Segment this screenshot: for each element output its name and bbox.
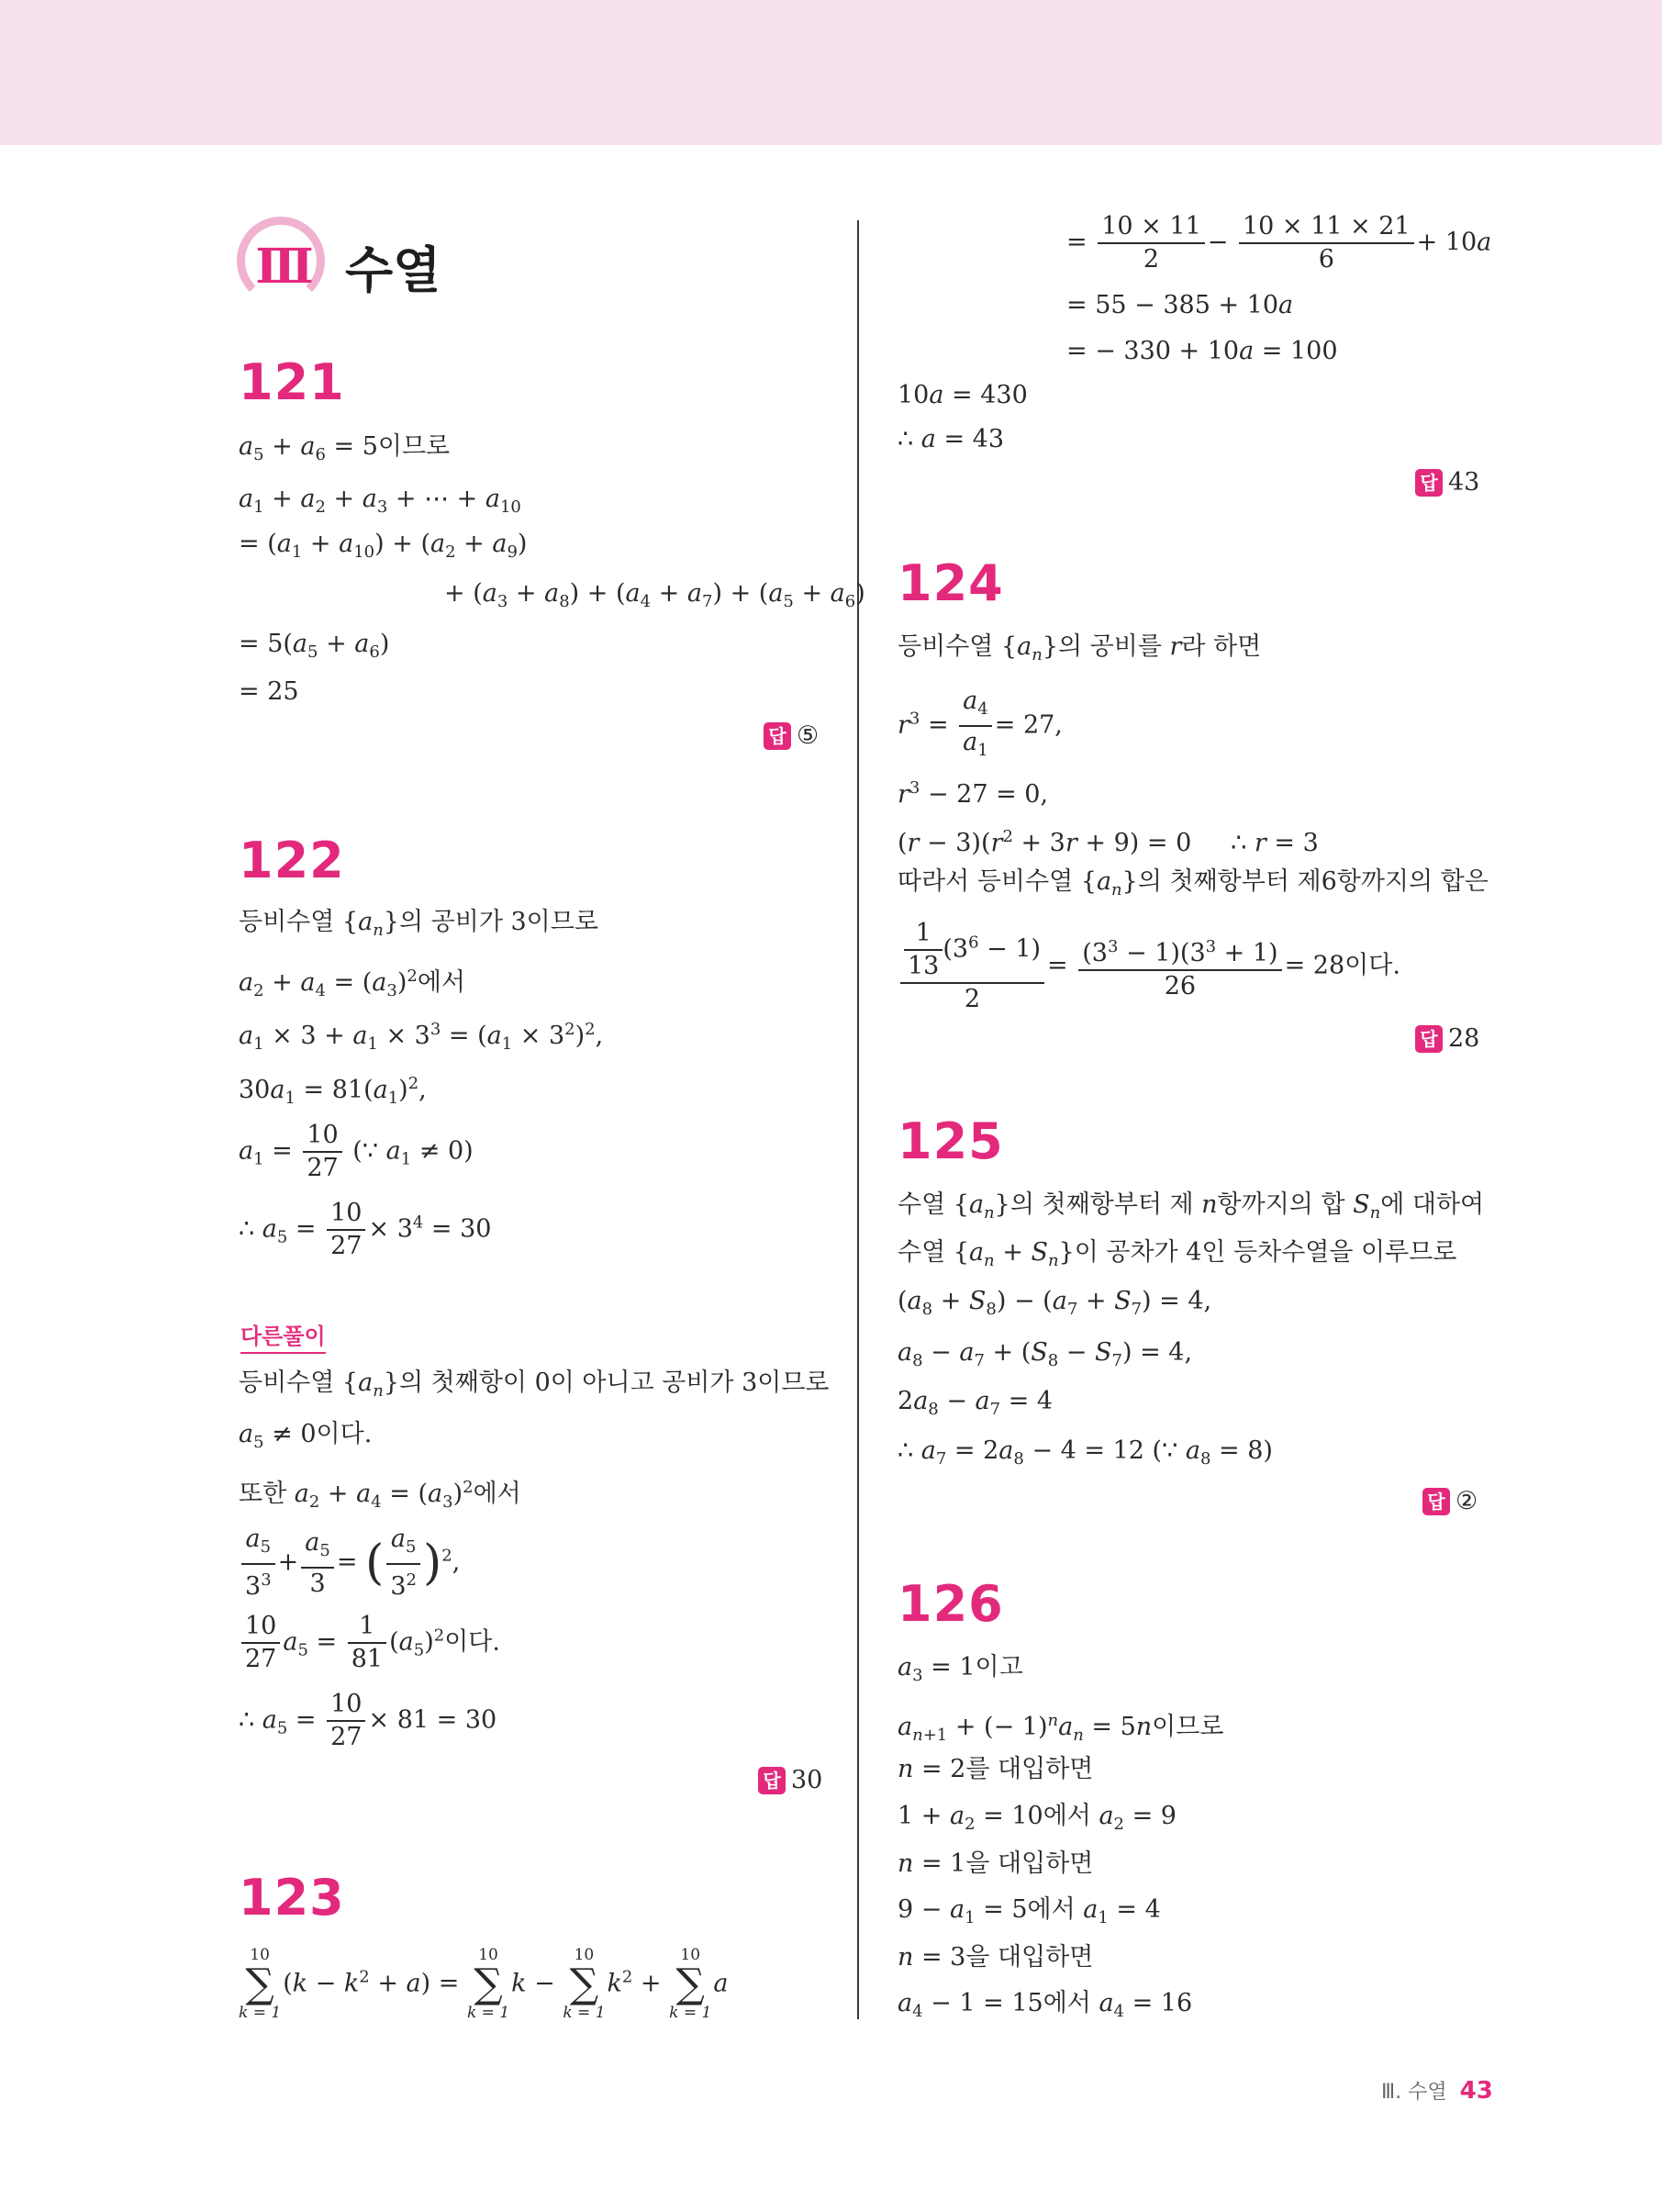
solution-line: 수열 $\{a_n\}$의 첫째항부터 제 n항까지의 합 $S_n$에 대하여 (898, 1190, 1485, 1223)
answer-marker (764, 721, 819, 750)
answer-badge: 답 (764, 722, 791, 750)
solution-line: $a_1$ = $\frac{10}{27}$ (∵ $a_1 \ne 0$) (239, 1121, 474, 1182)
chapter-roman: Ⅲ (255, 239, 308, 295)
solution-line: 10a = 430 (898, 381, 1028, 409)
solution-line: 따라서 등비수열 $\{a_n\}$의 첫째항부터 제6항까지의 합은 (898, 867, 1489, 899)
answer-badge: 답 (1415, 1025, 1443, 1053)
solution-line: 수열 $\{a_n + S_n\}$이 공차가 4인 등차수열을 이루므로 (898, 1238, 1457, 1270)
solution-line: 등비수열 $\{a_n\}$의 공비를 r라 하면 (898, 632, 1262, 665)
problem-number: 124 (898, 554, 1004, 612)
solution-line: $a_8 - a_7 + (S_8 - S_7) = 4$, (898, 1338, 1193, 1370)
solution-line: = $5(a_5 + a_6)$ (239, 630, 390, 662)
column-divider (857, 220, 859, 2019)
solution-line: ∴ $a_7 = 2a_8 - 4 = 12$ (∵ $a_8 = 8$) (898, 1436, 1273, 1469)
answer-marker (1415, 1024, 1479, 1053)
answer-value: ② (1456, 1487, 1478, 1515)
problem-number: 122 (239, 832, 345, 889)
solution-line: $a_3 = 1$이고 (898, 1653, 1023, 1685)
solution-line: 등비수열 $\{a_n\}$의 첫째항이 0이 아니고 공비가 3이므로 (239, 1369, 830, 1401)
problem-number: 126 (898, 1575, 1004, 1633)
alt-solution-label: 다른풀이 (240, 1318, 326, 1354)
solution-line: $a_1 \times 3 + a_1 \times 3^3 = (a_1 \times 3^2)^2$, (239, 1020, 604, 1054)
solution-line: n = 3을 대입하면 (898, 1943, 1094, 1972)
problem-number: 121 (239, 353, 345, 411)
page-footer (1381, 2076, 1493, 2105)
answer-value: 28 (1448, 1024, 1480, 1053)
solution-line: = $\frac{10 \times 11}{2}$ − $\frac{10 \times 11 \times 21}{6}$ + 10a (1066, 212, 1492, 274)
solution-line: $a_5 + a_6 = 5$이므로 (239, 432, 451, 464)
solution-line: $a_1 + a_2 + a_3$ + ⋯ + $a_{10}$ (239, 485, 521, 517)
solution-line: ∴ $a_5$ = $\frac{10}{27}$ × 81 = 30 (239, 1690, 497, 1751)
solution-line: = − 330 + 10a = 100 (1066, 337, 1338, 365)
problem-number: 125 (898, 1112, 1004, 1170)
solution-line: 등비수열 $\{a_n\}$의 공비가 3이므로 (239, 908, 598, 940)
solution-line: $(a_8 + S_8) - (a_7 + S_7) = 4$, (898, 1287, 1212, 1319)
solution-line: n = 1을 대입하면 (898, 1849, 1094, 1878)
solution-line: $a_2 + a_4 = (a_3)^2$에서 (239, 966, 465, 1000)
answer-value: ⑤ (797, 721, 820, 750)
page-number: 43 (1459, 2077, 1493, 2105)
solution-line: $a_{n+1}$ + (− $1)^na_n = 5n$이므로 (898, 1711, 1224, 1745)
solution-line: ∴ $a_5$ = $\frac{10}{27}$ × $3^4 = 30$ (239, 1199, 492, 1260)
solution-line: $1 + a_2 = 10$에서 $a_2 = 9$ (898, 1802, 1177, 1834)
answer-value: 43 (1448, 468, 1480, 497)
solution-line: 또한 $a_2 + a_4 = (a_3)^2$에서 (239, 1478, 521, 1512)
solution-line: 10 ∑ k = 1 $(k - k^2 + a)$ = 10 ∑ k = 1 k − 10 ∑ k = 1 $k^2$ + 10 ∑ k = 1 a (239, 1946, 729, 2022)
solution-line: $\frac{10}{27}$ $a_5$ = $\frac{1}{81}$ $(a_5)^2$이다. (239, 1611, 500, 1675)
answer-value: 30 (791, 1766, 823, 1794)
solution-line: $\frac{a_5}{3^3}$ + $\frac{a_5}{3}$ = ( $\frac{a_5}{3^2}$ )$^2$, (239, 1524, 460, 1603)
answer-marker (1422, 1487, 1478, 1515)
solution-line: $2a_8 - a_7 = 4$ (898, 1387, 1054, 1419)
solution-line: $r^3 - 27 = 0$, (898, 778, 1049, 809)
solution-line: $9 - a_1 = 5$에서 $a_1 = 4$ (898, 1895, 1161, 1927)
problem-number: 123 (239, 1869, 345, 1927)
solution-line: $30a_1 = 81(a_1)^2$, (239, 1074, 427, 1108)
solution-line: $(r - 3)(r^2 + 3r + 9) = 0$ ∴ r = 3 (898, 827, 1319, 857)
solution-line: = 25 (239, 677, 299, 706)
solution-line: + $(a_3 + a_8) + (a_4 + a_7) + (a_5 + a_6)$ (444, 579, 865, 611)
answer-marker (758, 1766, 822, 1794)
answer-badge: 답 (758, 1767, 786, 1794)
solution-line: $a_5 \ne 0$이다. (239, 1420, 373, 1452)
chapter-title: 수열 (345, 241, 441, 299)
answer-badge: 답 (1422, 1488, 1450, 1515)
solution-line: $\frac{1}{13}$ $(3^6 - 1)$ 2 = $\frac{(3^3 - 1)(3^3 + 1)}{26}$ = 28이다. (898, 918, 1400, 1015)
answer-marker (1415, 468, 1479, 497)
solution-line: $a_4 - 1 = 15$에서 $a_4 = 16$ (898, 1989, 1193, 2021)
solution-line: n = 2를 대입하면 (898, 1755, 1094, 1783)
solution-line: = 55 − 385 + 10a (1066, 291, 1294, 319)
answer-badge: 답 (1415, 469, 1443, 497)
header-band (0, 0, 1662, 145)
solution-line: $r^3$ = $\frac{a_4}{a_1}$ = 27, (898, 687, 1063, 760)
solution-line: ∴ a = 43 (898, 425, 1005, 453)
footer-section: Ⅲ. 수열 (1381, 2081, 1447, 2104)
solution-line: = $(a_1 + a_{10}) + (a_2 + a_9)$ (239, 530, 528, 562)
